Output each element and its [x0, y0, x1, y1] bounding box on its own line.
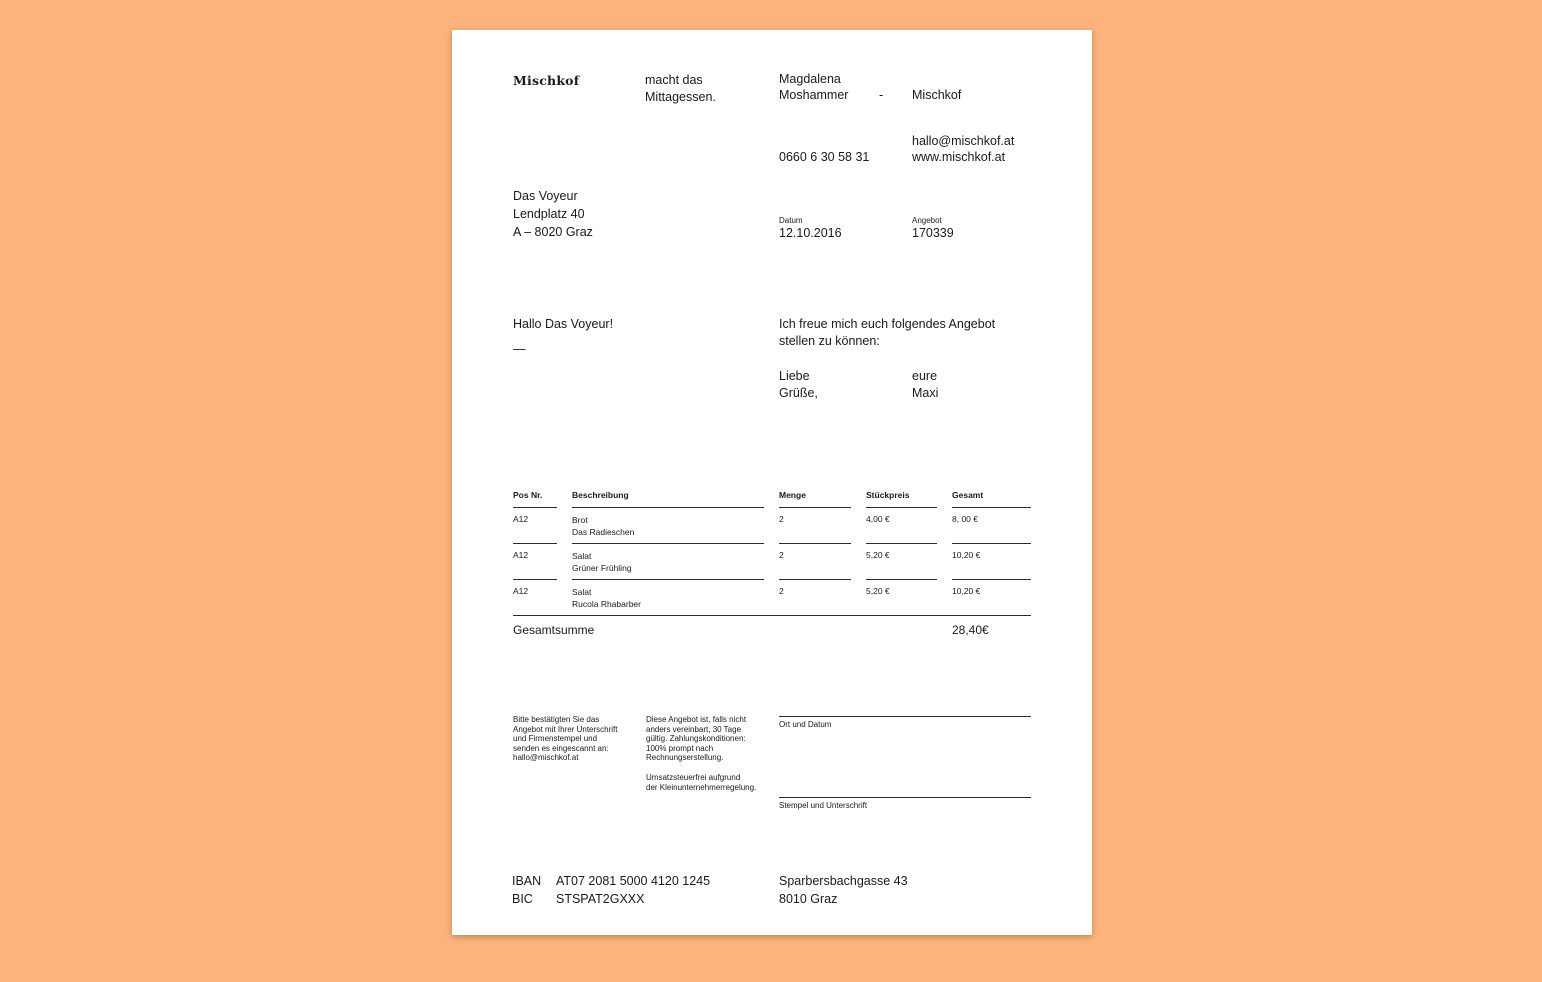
- tax-note: Umsatzsteuerfrei aufgrund der Kleinunternehmerregelung.: [646, 773, 757, 792]
- row-description: Brot Das Radieschen: [572, 515, 635, 537]
- date-label: Datum: [779, 216, 803, 225]
- place-date-line: [779, 716, 1031, 717]
- row-rule: [572, 579, 764, 580]
- iban-value: AT07 2081 5000 4120 1245: [556, 874, 711, 888]
- row-rule: [952, 543, 1031, 544]
- name-separator: -: [879, 88, 884, 102]
- iban-label: IBAN: [512, 874, 542, 888]
- offer-number: 170339: [912, 226, 954, 240]
- header-rule: [513, 507, 557, 508]
- intro-text: Ich freue mich euch folgendes Angebot stellen zu können:: [779, 317, 996, 348]
- contact-phone: 0660 6 30 58 31: [779, 150, 870, 164]
- row-rule: [513, 579, 557, 580]
- brand-name: Mischkof: [912, 88, 962, 102]
- owner-last-name: Moshammer: [779, 88, 849, 102]
- recipient-city: A – 8020 Graz: [513, 225, 593, 239]
- row-unit-price: 4,00 €: [866, 514, 890, 524]
- row-rule: [779, 579, 851, 580]
- sum-label: Gesamtsumme: [513, 623, 595, 637]
- greeting-dash: —: [513, 342, 526, 356]
- col-header-total: Gesamt: [952, 490, 984, 500]
- date-value: 12.10.2016: [779, 226, 842, 240]
- total-rule: [513, 615, 1031, 616]
- row-rule: [779, 543, 851, 544]
- row-description: Salat Rucola Rhabarber: [572, 587, 641, 609]
- signature-line: [779, 797, 1031, 798]
- place-date-label: Ort und Datum: [779, 720, 832, 729]
- row-total: 10,20 €: [952, 586, 981, 596]
- col-header-quantity: Menge: [779, 490, 806, 500]
- row-pos: A12: [513, 550, 529, 560]
- row-unit-price: 5,20 €: [866, 550, 890, 560]
- terms-note: Diese Angebot ist, falls nicht anders vereinbart, 30 Tage gültig. Zahlungskonditionen: 100% prompt nach Rechnungserstellung.: [646, 715, 747, 763]
- col-header-pos: Pos Nr.: [513, 490, 543, 500]
- offer-label: Angebot: [912, 216, 942, 225]
- confirm-note: Bitte bestätigten Sie das Angebot mit Ihrer Unterschrift und Firmenstempel und senden es eingescannt an: hallo@mischkof.at: [513, 715, 618, 763]
- row-total: 8, 00 €: [952, 514, 978, 524]
- closing-left: Liebe Grüße,: [779, 369, 818, 400]
- header-rule: [866, 507, 937, 508]
- row-total: 10,20 €: [952, 550, 981, 560]
- signature-label: Stempel und Unterschrift: [779, 801, 868, 810]
- row-quantity: 2: [779, 550, 784, 560]
- header-rule: [779, 507, 851, 508]
- greeting: Hallo Das Voyeur!: [513, 317, 614, 331]
- row-description: Salat Grüner Frühling: [572, 551, 632, 573]
- contact-email: hallo@mischkof.at: [912, 134, 1015, 148]
- row-unit-price: 5,20 €: [866, 586, 890, 596]
- row-pos: A12: [513, 514, 529, 524]
- row-quantity: 2: [779, 586, 784, 596]
- owner-first-name: Magdalena: [779, 72, 841, 86]
- contact-website: www.mischkof.at: [912, 150, 1006, 164]
- col-header-unit-price: Stückpreis: [866, 490, 910, 500]
- company-logo: Mischkof: [513, 73, 580, 88]
- bic-value: STSPAT2GXXX: [556, 892, 645, 906]
- col-header-description: Beschreibung: [572, 490, 629, 500]
- footer-street: Sparbersbachgasse 43: [779, 874, 908, 888]
- offer-document: [452, 30, 1092, 935]
- row-rule: [513, 543, 557, 544]
- header-rule: [572, 507, 764, 508]
- header-rule: [952, 507, 1031, 508]
- company-tagline: macht das Mittagessen.: [645, 73, 716, 104]
- sum-value: 28,40€: [952, 623, 989, 637]
- row-rule: [866, 543, 937, 544]
- row-rule: [572, 543, 764, 544]
- row-pos: A12: [513, 586, 529, 596]
- row-quantity: 2: [779, 514, 784, 524]
- footer-city: 8010 Graz: [779, 892, 838, 906]
- closing-right: eure Maxi: [912, 369, 939, 400]
- row-rule: [952, 579, 1031, 580]
- row-rule: [866, 579, 937, 580]
- bic-label: BIC: [512, 892, 533, 906]
- recipient-name: Das Voyeur: [513, 189, 578, 203]
- recipient-street: Lendplatz 40: [513, 207, 585, 221]
